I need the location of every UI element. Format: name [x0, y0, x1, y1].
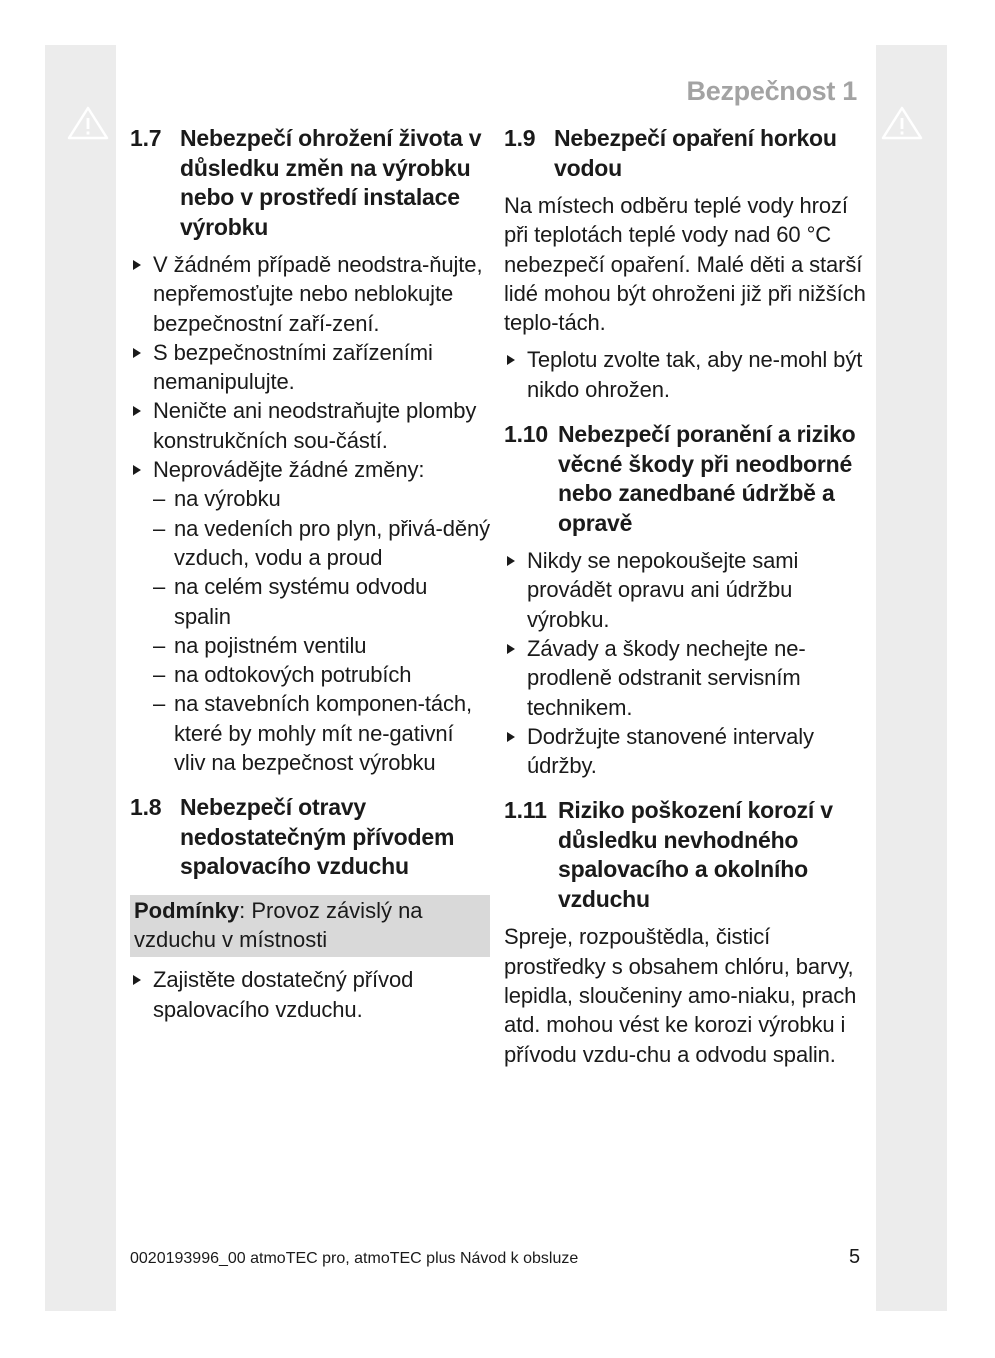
instruction-list [504, 345, 866, 404]
dash-item: – na pojistném ventilu [153, 632, 367, 658]
chapter-header-title: Bezpečnost 1 [686, 76, 857, 106]
left-column [130, 124, 490, 1024]
dash-item: – na vedeních pro plyn, přivá-děný vzduch, vodu a proud [153, 515, 490, 570]
instruction-list [504, 546, 866, 780]
section-number: 1.10 [504, 421, 548, 448]
section-heading-1-7 [130, 124, 490, 242]
arrow-bullet-icon [507, 355, 515, 365]
section-paragraph: Na místech odběru teplé vody hrozí při teplotách teplé vody nad 60 °C nebezpečí opaření. Malé děti a starší lidé mohou být ohroženi již při nižších teplo-tách. [504, 193, 866, 336]
section-number: 1.8 [130, 794, 162, 821]
arrow-bullet-icon [507, 644, 515, 654]
arrow-bullet-icon [133, 406, 141, 416]
arrow-bullet-icon [133, 465, 141, 475]
arrow-bullet-icon [133, 260, 141, 270]
instruction-item: Zajistěte dostatečný přívod spalovacího vzduchu. [130, 965, 490, 1024]
page-number: 5 [849, 1246, 861, 1268]
right-side-band [876, 45, 947, 1311]
condition-label: Podmínky [134, 897, 240, 923]
dash-item: – na výrobku [153, 486, 281, 512]
section-title: Nebezpečí otravy nedostatečným přívodem spalovacího vzduchu [180, 794, 455, 880]
condition-text: : Provoz závislý na vzduchu v místnosti [134, 897, 423, 953]
left-side-band [45, 45, 116, 1311]
instruction-item: V žádném případě neodstra-ňujte, nepřemosťujte nebo neblokujte bezpečnostní zaří-zení. [130, 250, 490, 338]
section-heading-1-11 [504, 796, 866, 914]
dash-list [130, 484, 490, 777]
section-number: 1.9 [504, 125, 536, 151]
instruction-item: Dodržujte stanovené intervaly údržby. [504, 722, 866, 781]
instruction-item: Závady a škody nechejte ne-prodleně odstranit servisním technikem. [504, 634, 866, 722]
section-heading-1-10 [504, 420, 866, 538]
section-title: Nebezpečí poranění a riziko věcné škody při neodborné nebo zanedbané údržbě a opravě [558, 421, 856, 536]
section-number: 1.11 [504, 797, 547, 824]
instruction-item: S bezpečnostními zařízeními nemanipulujte. [130, 338, 490, 397]
right-column [504, 124, 866, 1069]
section-paragraph: Spreje, rozpouštědla, čisticí prostředky s obsahem chlóru, barvy, lepidla, sloučeniny amo-niaku, prach atd. mohou vést ke korozi výrobku i přívodu vzdu-chu a odvodu spalin. [504, 924, 857, 1067]
instruction-item: Teplotu zvolte tak, aby ne-mohl být nikdo ohrožen. [504, 345, 866, 404]
section-title: Nebezpečí ohrožení života v důsledku změn na výrobku nebo v prostředí instalace výrobku [180, 125, 482, 240]
dash-item: – na odtokových potrubích [153, 662, 412, 688]
arrow-bullet-icon [133, 975, 141, 985]
arrow-bullet-icon [133, 348, 141, 358]
dash-item: – na celém systému odvodu spalin [153, 574, 428, 629]
instruction-item: Nikdy se nepokoušejte sami provádět opravu ani údržbu výrobku. [504, 546, 866, 634]
dash-item: – na stavebních komponen-tách, které by mohly mít ne-gativní vliv na bezpečnost výrobku [153, 691, 473, 776]
section-heading-1-8 [130, 793, 490, 882]
warning-triangle-icon [67, 105, 109, 141]
warning-triangle-icon [881, 105, 923, 141]
instruction-item: Neničte ani neodstraňujte plomby konstrukčních sou-částí. [130, 396, 490, 455]
instruction-item: Neprovádějte žádné změny: [130, 455, 490, 484]
arrow-bullet-icon [507, 732, 515, 742]
section-heading-1-9 [504, 124, 866, 183]
section-number: 1.7 [130, 125, 162, 151]
section-title: Riziko poškození korozí v důsledku nevhodného spalovacího a okolního vzduchu [558, 797, 833, 912]
footer-document-id: 0020193996_00 atmoTEC pro, atmoTEC plus Návod k obsluze [130, 1250, 579, 1267]
section-title: Nebezpečí opaření horkou vodou [554, 125, 837, 181]
instruction-list [130, 250, 490, 484]
arrow-bullet-icon [507, 556, 515, 566]
condition-box [130, 895, 490, 958]
instruction-list [130, 965, 490, 1024]
